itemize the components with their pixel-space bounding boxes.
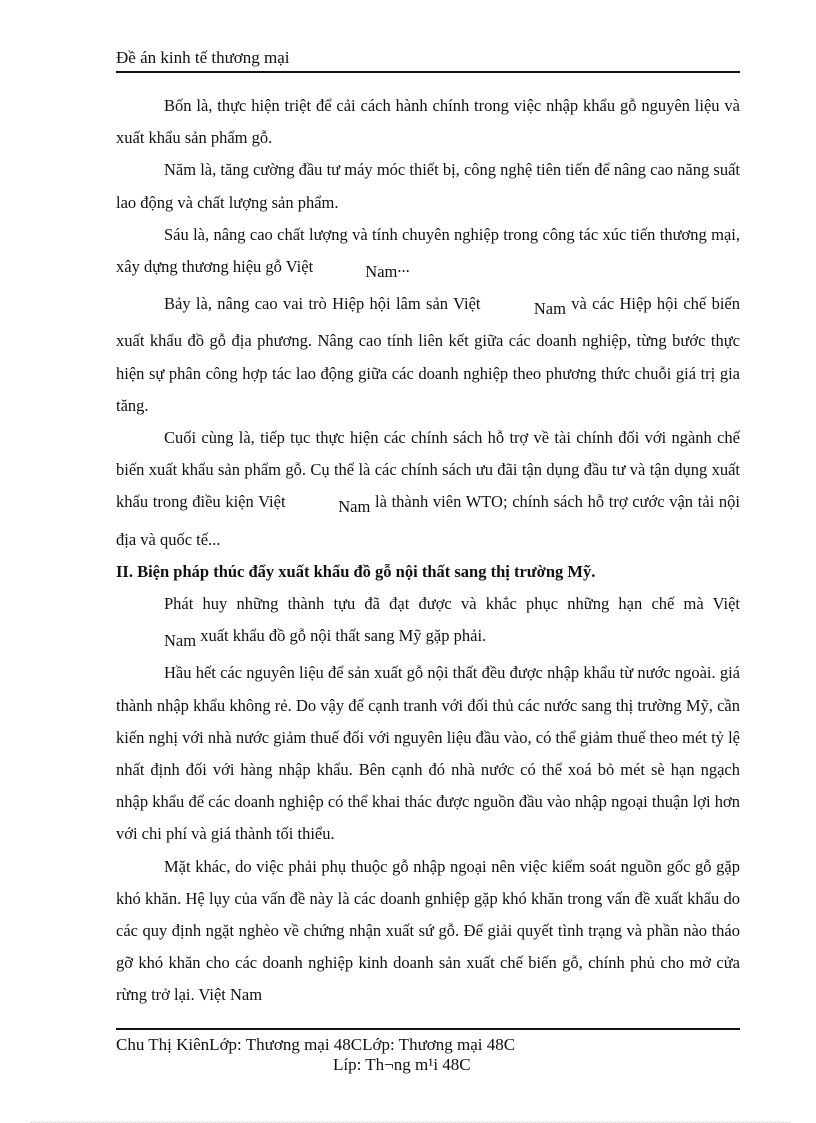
country-name: Nam xyxy=(164,631,197,651)
paragraph-text: xuất khẩu đồ gỗ nội thất sang Mỹ gặp phải. xyxy=(196,626,487,646)
document-body xyxy=(116,90,740,1012)
paragraph-text: Cuối cùng là, tiếp tục thực hiện các chính sách hỗ trợ về tài chính đối với ngành chế biến xuất khẩu sản phẩm gỗ. Cụ thể là các chính sách ưu đãi tận dụng đầu tư và tận dụng xuất khẩu trong điều kiện Việt xyxy=(116,428,740,512)
paragraph: Mặt khác, do việc phải phụ thuộc gỗ nhập ngoại nên việc kiểm soát nguồn gốc gỗ gặp khó khăn. Hệ lụy của vấn đề này là các doanh gnhiệp gặp khó khăn trong vấn đề xuất khẩu do các quy định ngặt nghèo về chứng nhận xuất sứ gỗ. Để giải quyết tình trạng và phần nào tháo gỡ khó khăn cho các doanh nghiệp kinh doanh sản xuất chế biến gỗ, chính phủ cho mở cửa rừng trở lại. Việt Nam xyxy=(116,856,740,1005)
paragraph-text: ... xyxy=(397,257,410,277)
page-header-title: Đề án kinh tế thương mại xyxy=(116,48,290,67)
paragraph-text: là thành viên WTO; chính sách hỗ trợ cước vận tải nội địa và quốc tế... xyxy=(116,492,740,549)
section-heading: II. Biện pháp thúc đẩy xuất khẩu đồ gỗ nội thất sang thị trường Mỹ. xyxy=(116,561,596,581)
country-name: Nam xyxy=(338,497,371,517)
paragraph xyxy=(116,288,740,422)
country-name: Nam xyxy=(533,299,566,319)
paragraph xyxy=(116,219,740,288)
header-divider xyxy=(116,71,740,73)
footer-class: Líp: Th¬ng m¹i 48C xyxy=(333,1055,471,1074)
paragraph: Bốn là, thực hiện triệt để cải cách hành chính trong việc nhập khẩu gỗ nguyên liệu và xuất khẩu sản phẩm gỗ. xyxy=(116,96,740,148)
paragraph xyxy=(116,422,740,556)
footer-divider xyxy=(116,1028,740,1030)
paragraph-text: Phát huy những thành tựu đã đạt được và khắc phục những hạn chế mà Việt xyxy=(164,594,740,614)
paragraph: Hầu hết các nguyên liệu để sản xuất gỗ nội thất đều được nhập khẩu từ nước ngoài. giá thành nhập khẩu không rẻ. Do vậy để cạnh tranh với đối thủ các nước sang thị trường Mỹ, cần kiến nghị với nhà nước giảm thuế đối với nguyên liệu đầu vào, có thể giảm thuế theo mét tỷ lệ nhất định đối với hàng nhập khẩu. Bên cạnh đó nhà nước có thể xoá bỏ mét sè hạn ngạch nhập khẩu để các doanh nghiệp có thể khai thác được nguồn đầu vào nhập ngoại thuận lợi hơn với chi phí và giá thành tối thiểu. xyxy=(116,663,740,844)
paragraph: Năm là, tăng cường đầu tư máy móc thiết bị, công nghệ tiên tiến để nâng cao năng suất lao động và chất lượng sản phẩm. xyxy=(116,160,740,212)
footer-author-class: Chu Thị KiênLớp: Thương mại 48CLớp: Thương mại 48C xyxy=(116,1035,516,1054)
country-name: Nam xyxy=(365,262,398,282)
paragraph-text: và các Hiệp hội chế biến xuất khẩu đồ gỗ địa phương. Nâng cao tính liên kết giữa các doanh nghiệp, từng bước thực hiện sự phân công hợp tác lao động giữa các doanh nghiệp theo phương thức chuỗi giá trị gia tăng. xyxy=(116,294,740,415)
paragraph-text: Bảy là, nâng cao vai trò Hiệp hội lâm sản Việt xyxy=(164,294,486,314)
paragraph-text: Sáu là, nâng cao chất lượng và tính chuyên nghiệp trong công tác xúc tiến thương mại, xây dựng thương hiệu gỗ Việt xyxy=(116,224,740,277)
paragraph xyxy=(116,588,740,657)
